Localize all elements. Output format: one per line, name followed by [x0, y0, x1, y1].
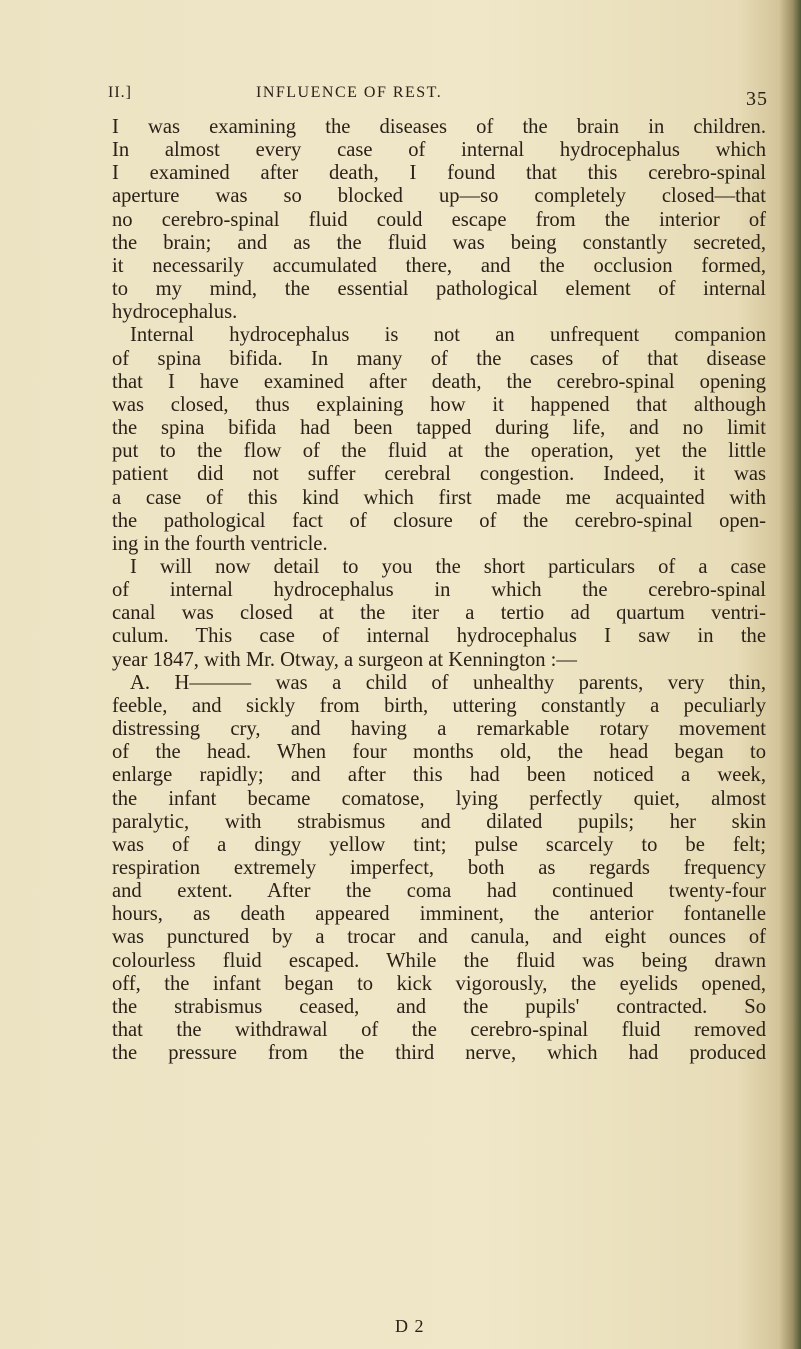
- text-line: year 1847, with Mr. Otway, a surgeon at Kennington :—: [112, 648, 577, 671]
- running-head: [108, 78, 768, 110]
- text-line: enlarge rapidly; and after this had been noticed a week,: [112, 764, 766, 787]
- running-title: INFLUENCE OF REST.: [256, 84, 443, 101]
- text-line: ing in the fourth ventricle.: [112, 532, 328, 555]
- text-line: was closed, thus explaining how it happened that although: [112, 393, 766, 416]
- text-line: distressing cry, and having a remarkable rotary movement: [112, 718, 766, 741]
- text-line: and extent. After the coma had continued twenty-four: [112, 880, 766, 903]
- body-text: [112, 116, 766, 1065]
- signature-mark: D 2: [395, 1316, 425, 1336]
- text-line: I was examining the diseases of the brain in children.: [112, 116, 766, 138]
- text-line: put to the flow of the fluid at the operation, yet the little: [112, 440, 766, 463]
- text-line: the pressure from the third nerve, which had produced: [112, 1042, 766, 1065]
- text-line: no cerebro-spinal fluid could escape from the interior of: [112, 208, 766, 231]
- text-line: hours, as death appeared imminent, the anterior fontanelle: [112, 903, 766, 926]
- text-line: the spina bifida had been tapped during life, and no limit: [112, 417, 766, 440]
- text-line: culum. This case of internal hydrocephalus I saw in the: [112, 625, 766, 648]
- text-line: the brain; and as the fluid was being constantly secreted,: [112, 231, 766, 254]
- text-line: hydrocephalus.: [112, 301, 238, 324]
- text-line: it necessarily accumulated there, and the occlusion formed,: [112, 254, 766, 277]
- text-line: I examined after death, I found that this cerebro-spinal: [112, 162, 766, 185]
- text-line: respiration extremely imperfect, both as regards frequency: [112, 857, 766, 879]
- page-number: 35: [746, 88, 768, 110]
- text-line: canal was closed at the iter a tertio ad quartum ventri-: [112, 602, 766, 625]
- text-line: a case of this kind which first made me acquainted with: [112, 486, 766, 509]
- text-line: of internal hydrocephalus in which the cerebro-spinal: [112, 579, 766, 602]
- text-line: the infant became comatose, lying perfectly quiet, almost: [112, 787, 766, 810]
- text-line: feeble, and sickly from birth, uttering constantly a peculiarly: [112, 694, 766, 717]
- text-line: Internal hydrocephalus is not an unfrequent companion: [130, 324, 766, 347]
- text-line: the pathological fact of closure of the cerebro-spinal open-: [112, 509, 766, 532]
- text-line: was of a dingy yellow tint; pulse scarcely to be felt;: [112, 833, 766, 856]
- text-line: that the withdrawal of the cerebro-spinal fluid removed: [112, 1019, 766, 1042]
- text-line: I will now detail to you the short particulars of a case: [130, 555, 766, 578]
- text-line: paralytic, with strabismus and dilated pupils; her skin: [112, 810, 766, 833]
- text-line: that I have examined after death, the cerebro-spinal opening: [112, 370, 766, 393]
- text-line: patient did not suffer cerebral congestion. Indeed, it was: [112, 463, 766, 486]
- text-line: colourless fluid escaped. While the fluid was being drawn: [112, 949, 766, 972]
- text-line: to my mind, the essential pathological element of internal: [112, 278, 766, 301]
- text-line: aperture was so blocked up—so completely closed—that: [112, 185, 766, 208]
- text-line: of the head. When four months old, the head began to: [112, 741, 766, 764]
- text-line: off, the infant began to kick vigorously, the eyelids opened,: [112, 972, 766, 995]
- text-line: the strabismus ceased, and the pupils' contracted. So: [112, 995, 766, 1018]
- chapter-number: II.]: [108, 84, 132, 101]
- text-line: In almost every case of internal hydrocephalus which: [112, 139, 766, 162]
- text-line: was punctured by a trocar and canula, and eight ounces of: [112, 926, 766, 949]
- text-line: of spina bifida. In many of the cases of that disease: [112, 347, 766, 370]
- text-line: A. H——— was a child of unhealthy parents, very thin,: [130, 671, 766, 694]
- page-edge-shadow: [779, 0, 801, 1349]
